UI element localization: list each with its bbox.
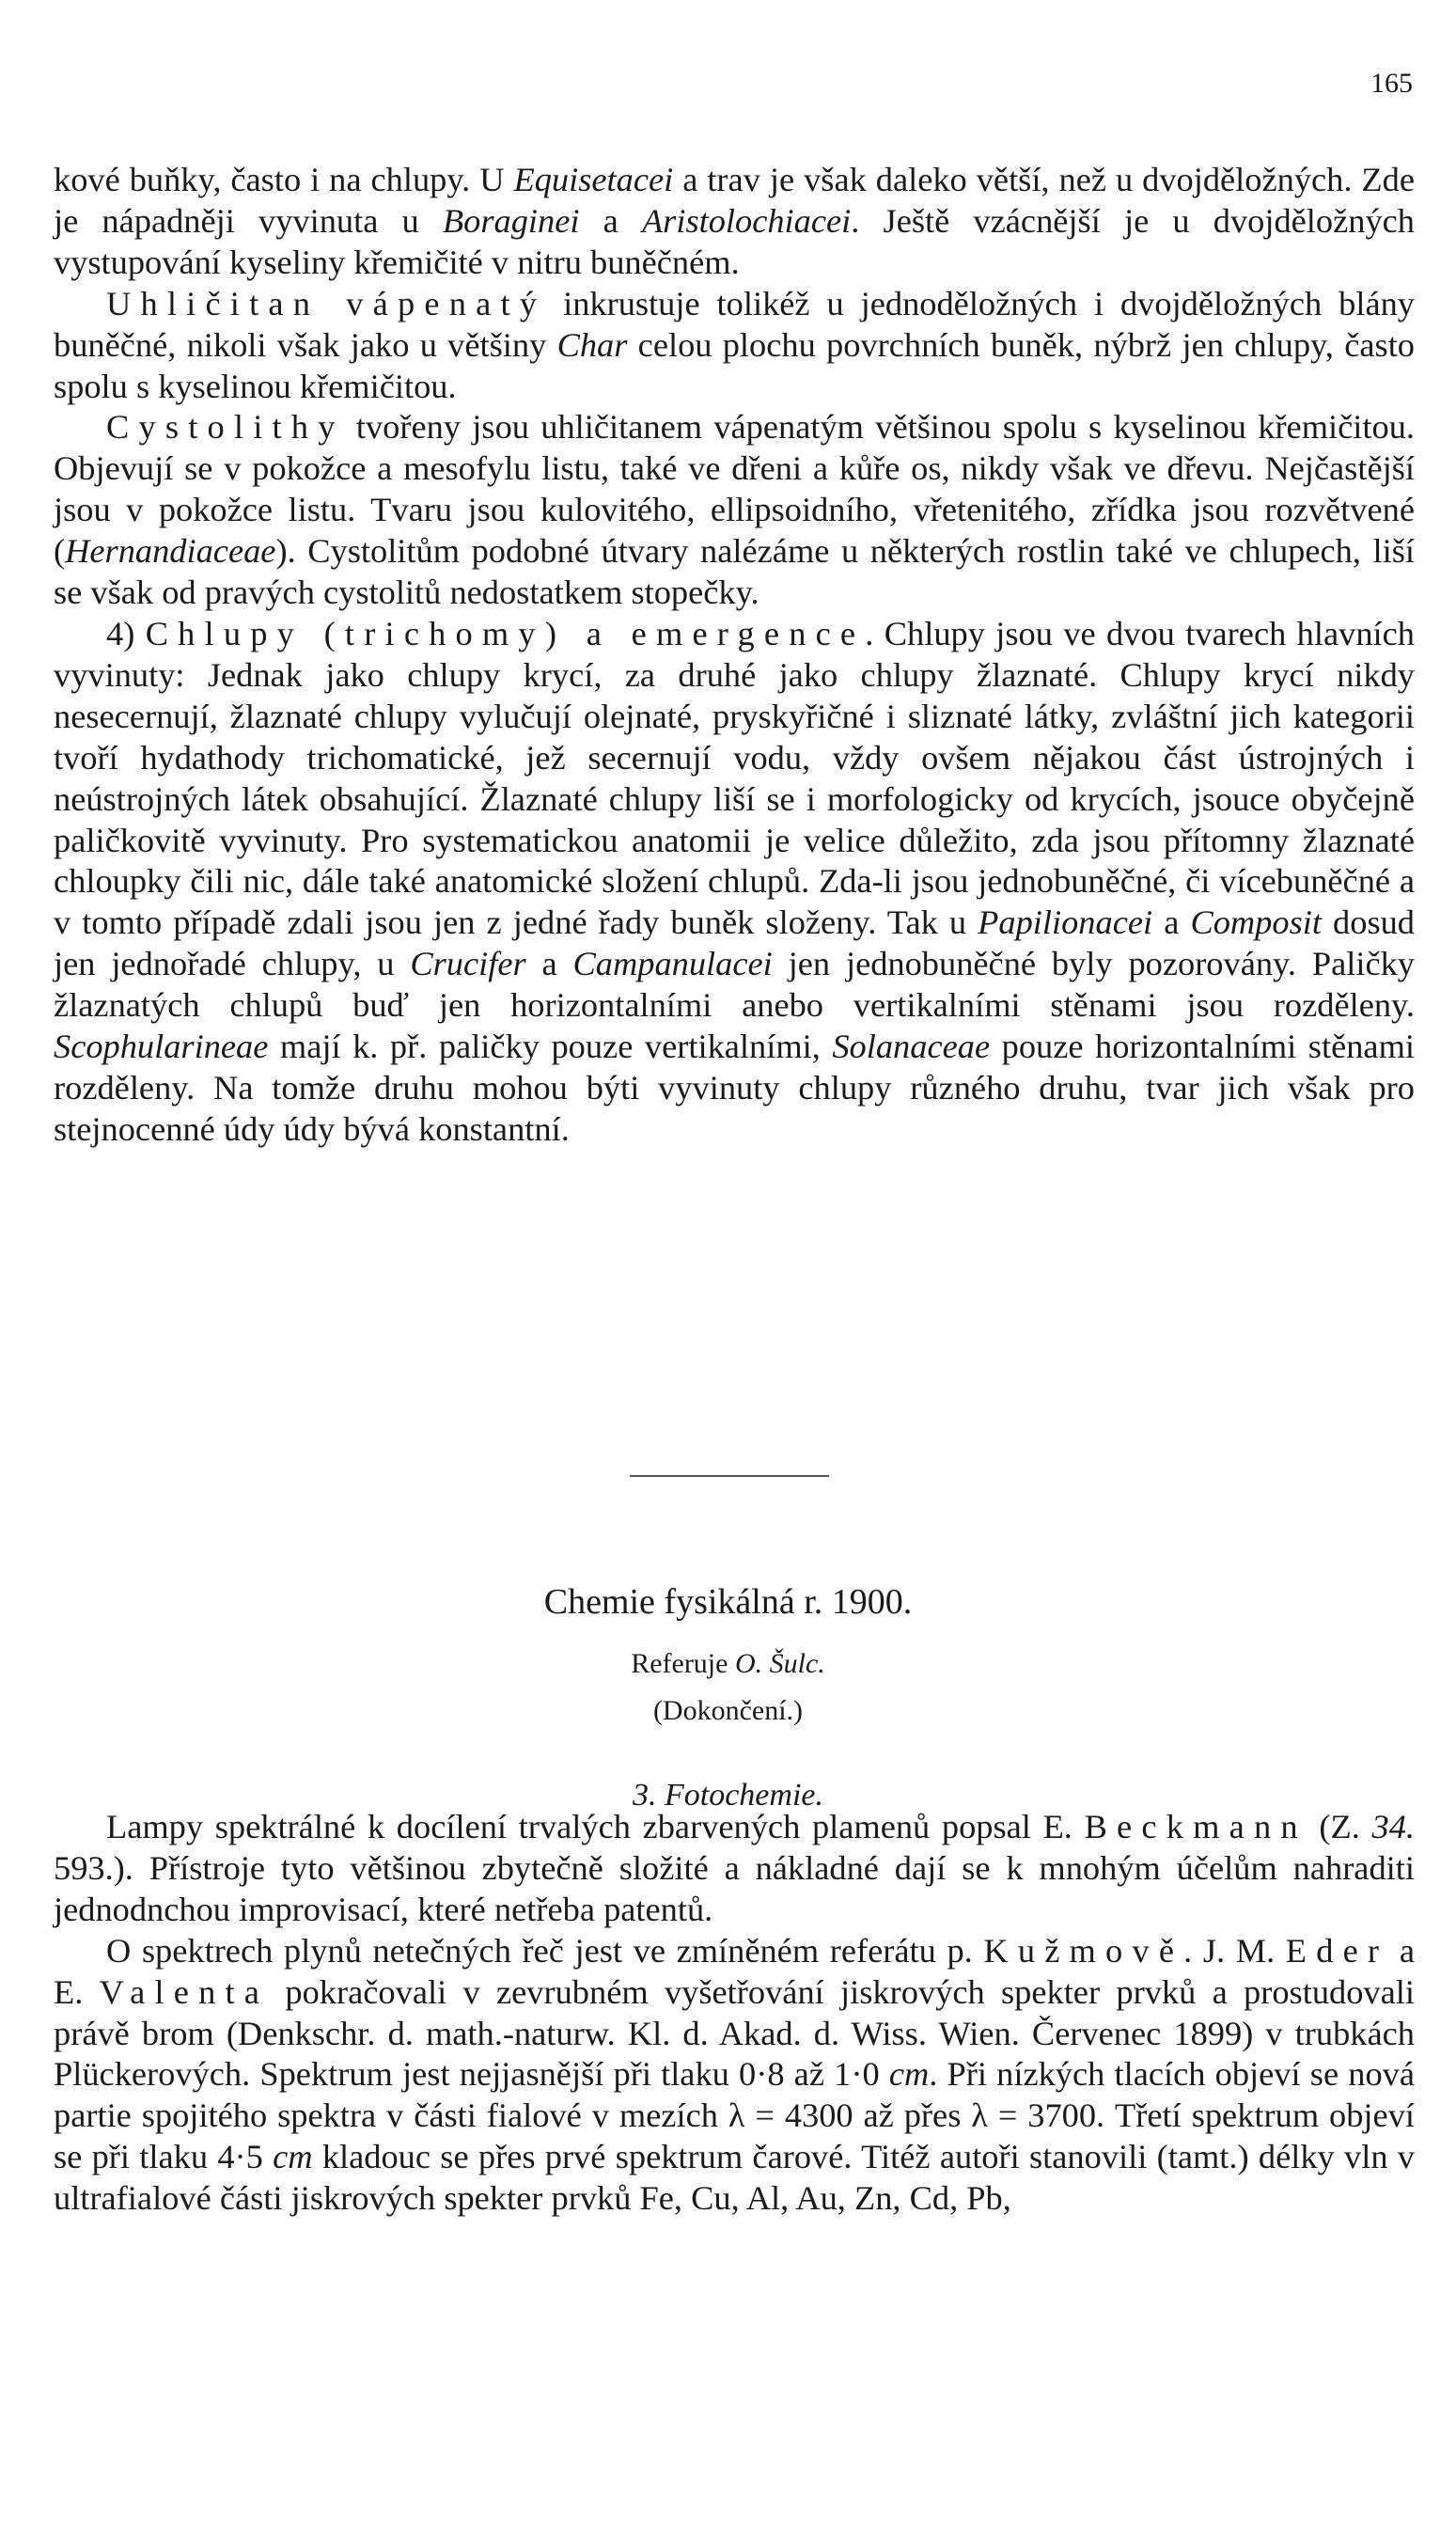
section-title: Chemie fysikálná r. 1900. — [543, 1582, 913, 1622]
continuation-note: (Dokončení.) — [652, 1695, 804, 1726]
chlupy-paragraph: 4) Chlupy (trichomy) a emergence. Chlupy jsou ve dvou tvarech hlavních vyvinuty: Jednak jako chlupy krycí, za druhé jako chlupy žlaznaté. Chlupy krycí nikdy nesecernují, žlaznaté chlupy vylučují olejnaté, pryskyřičné i sliznaté látky, zvláštní jich kategorii tvoří hydathody trichomatické, jež secernují vodu, vždy ovšem nějakou část ústrojných i neústrojných látek obsahující. Žlaznaté chlupy liší se i morfologicky od krycích, jsouce obyčejně paličkovitě vyvinuty. Pro systematickou anatomii je velice důležito, zda jsou přítomny žlaznaté chloupky čili nic, dále také anatomické složení chlupů. Zda-li jsou jednobuněčné, či vícebuněčné a v tomto případě zdali jsou jen z jedné řady buněk složeny. Tak u Papilionacei a Composit dosud jen jednořadé chlupy, u Crucifer a Campanulacei jen jednobuněčné byly pozorovány. Paličky žlaznatých chlupů buď jen horizontalními anebo vertikalními stěnami jsou rozděleny. Scophularineae mají k. př. paličky pouze vertikalními, Solanaceae pouze horizontalními stěnami rozděleny. Na tomže druhu mohou býti vyvinuty chlupy různého druhu, tvar jich však pro stejnocenné údy údy bývá konstantní. — [54, 614, 1415, 1148]
taxon-solanaceae: Solanaceae — [832, 1028, 991, 1066]
page-number: 165 — [1370, 68, 1413, 99]
term-uhlicitan: Uhličitan vápenatý — [106, 284, 547, 322]
taxon-equisetacei: Equisetacei — [513, 161, 674, 198]
term-chlupy: Chlupy (trichomy) a emergence — [145, 614, 866, 652]
taxon-composit: Composit — [1190, 903, 1322, 942]
name-eder: Eder — [1285, 1931, 1389, 1970]
section-divider — [630, 1475, 829, 1477]
taxon-crucifer: Crucifer — [410, 945, 526, 983]
uhlicitan-paragraph: Uhličitan vápenatý inkrustuje tolikéž u jednoděložných i dvojděložných blány buněčné, nikoli však jako u většiny Char celou plochu povrchních buněk, nýbrž jen chlupy, často spolu s kyselinou křemičitou. — [54, 284, 1416, 405]
lampy-paragraph: Lampy spektrálné k docílení trvalých zbarvených plamenů popsal E. Beckmann (Z. 34. 593.). Přístroje tyto většinou zbytečně složité a nákladné dají se k mnohým účelům nahraditi jednodnchou improvisací, které netřeba patentů. — [54, 1808, 1416, 1928]
author-name: O. Šulc. — [734, 1648, 825, 1679]
subsection-title: 3. Fotochemie. — [633, 1778, 823, 1813]
taxon-hernandiaceae: Hernandiaceae — [65, 532, 276, 571]
taxon-scophularineae: Scophularineae — [54, 1028, 269, 1066]
name-valenta: Valenta — [99, 1972, 270, 2011]
volume-number: 34. — [1371, 1808, 1416, 1845]
spektra-paragraph: O spektrech plynů netečných řeč jest ve zmíněném referátu p. Kužmově. J. M. Eder a E. Valenta pokračovali v zevrubném vyšetřování jiskrových spekter prvků a prostudovali právě brom (Denkschr. d. math.-naturw. Kl. d. Akad. d. Wiss. Wien. Červenec 1899) v trubkách Plückerových. Spektrum jest nejjasnější při tlaku 0·8 až 1·0 cm. Při nízkých tlacích objeví se nová partie spojitého spektra v části fialové v mezích λ = 4300 až přes λ = 3700. Třetí spektrum objeví se při tlaku 4·5 cm kladouc se přes prvé spektrum čarové. Titéž autoři stanovili (tamt.) délky vln v ultrafialové části jiskrových spekter prvků Fe, Cu, Al, Au, Zn, Cd, Pb, — [54, 1931, 1415, 2218]
taxon-aristolochiacei: Aristolochiacei — [641, 201, 852, 240]
article-continuation — [54, 160, 1415, 1151]
taxon-char: Char — [556, 325, 628, 364]
unit-cm: cm — [888, 2055, 930, 2094]
taxon-papilionacei: Papilionacei — [978, 903, 1153, 942]
taxon-boraginei: Boraginei — [442, 201, 580, 240]
name-beckmann: Beckmann — [1084, 1808, 1307, 1845]
cystolithy-paragraph: Cystolithy tvořeny jsou uhličitanem vápenatým většinou spolu s kyselinou křemičitou. Objevují se v pokožce a mesofylu listu, také ve dřeni a kůře os, nikdy však ve dřevu. Nejčastější jsou v pokožce listu. Tvaru jsou kulovitého, ellipsoidního, vřetenitého, zřídka jsou rozvětvené (Hernandiaceae). Cystolitům podobné útvary nalézáme u některých rostlin také ve chlupech, liší se však od pravých cystolitů nedostatkem stopečky. — [54, 408, 1415, 612]
term-cystolithy: Cystolithy — [106, 408, 345, 447]
unit-cm: cm — [273, 2138, 313, 2176]
section-byline: Referuje O. Šulc. — [631, 1648, 825, 1679]
fotochemie-section — [54, 1807, 1415, 2220]
taxon-campanulacei: Campanulacei — [572, 945, 773, 983]
name-kuzma: Kužmově — [983, 1931, 1184, 1970]
intro-paragraph: kové buňky, často i na chlupy. U Equisetacei a trav je však daleko větší, než u dvojděložných. Zde je nápadněji vyvinuta u Boraginei a Aristolochiacei. Ještě vzácnější je u dvojděložných vystupování kyseliny křemičité v nitru buněčném. — [54, 161, 1416, 281]
